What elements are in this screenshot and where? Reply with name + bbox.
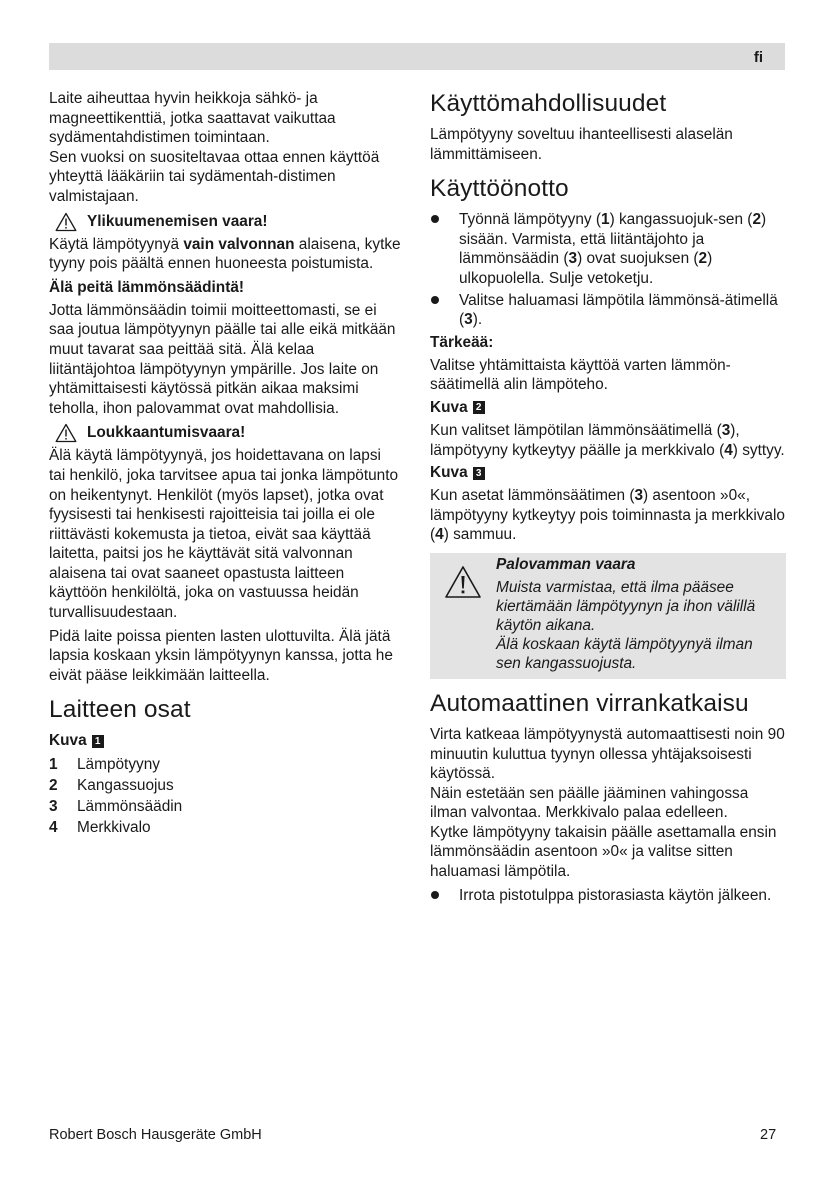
cover-warning-text: Jotta lämmönsäädin toimii moitteettomasti, se ei saa joutua lämpötyynyn päälle tai alle eikä mitkään muut tavarat saa peittää sitä. Älä kelaa liitäntäjohtoa lämpötyynyn ympärille. Jos laite on yhtämittaisesti käytössä pitkän aikaa maksimi teholla, ihon palovammat ovat mahdollisia. [49,301,396,417]
injury-warning-text: Älä käytä lämpötyynyä, jos hoidettavana on lapsi tai henkilö, joka tarvitsee apua tai jonka lämpötunto on heikentynyt. Henkilöt (myös lapset), jotka ovat fyysisesti tai henkisesti rajoitteisia tai joilla ei ole riittävästi kokemusta ja tietoa, eivät saa käyttää laitetta, paitsi jos he käyttävät sitä valvonnan alaisena tai ovat saaneet opastusta laitteen käyttöön henkilöltä, joka on vastuussa heidän turvallisuudestaan. [49,447,399,622]
burn-warning-title: Palovamman vaara [496,555,636,573]
burn-warning-text: Muista varmistaa, että ilma pääsee kiertämään lämpötyynyn ja ihon välillä käytön aikana. [496,578,756,634]
left-column [49,89,401,838]
warning-triangle-icon [55,423,77,443]
right-column [430,89,786,907]
parts-figure-reference: Kuva 1 [49,731,401,751]
list-item: 4 Merkkivalo [49,819,151,837]
auto-off-text-3: Kytke lämpötyyny takaisin päälle asettamalla ensin lämmönsäädin asentoon »0« ja valitse sitten haluamasi lämpötila. [430,823,777,881]
figure-2-text: Kun valitset lämpötilan lämmönsäätimellä (3), lämpötyyny kytkeytyy päälle ja merkkivalo (4) syttyy. [430,421,785,459]
auto-off-heading: Automaattinen virrankatkaisu [430,689,749,717]
list-item: 1 Lämpötyyny [49,756,160,774]
overheat-warning-text: Käytä lämpötyynyä vain valvonnan alaisena, kytke tyyny pois päältä ennen huoneesta poistumista. [49,235,401,273]
cover-warning-title: Älä peitä lämmönsäädintä! [49,278,244,296]
figure-number-badge: 3 [473,467,485,480]
startup-heading: Käyttöönotto [430,175,569,203]
intro-paragraph-2: Sen vuoksi on suositeltavaa ottaa ennen käyttöä yhteyttä lääkäriin tai sydämentah-distimen valmistajaan. [49,148,380,205]
uses-text: Lämpötyyny soveltuu ihanteellisesti alaselän lämmittämiseen. [430,126,733,163]
auto-off-text-1: Virta katkeaa lämpötyynystä automaattisesti noin 90 minuutin kuluttua tyynyn ollessa yhtäjaksoisesti käytössä. [430,725,785,783]
figure-number-badge: 1 [92,735,104,748]
footer-page-number: 27 [760,1127,777,1143]
list-item: 2 Kangassuojus [49,777,174,795]
injury-warning-title: Loukkaantumisvaara! [87,424,246,442]
bullet-icon [430,886,459,906]
figure-3-reference: Kuva 3 [430,463,786,483]
list-item: Valitse haluamasi lämpötila lämmönsä-ätimellä (3). [430,291,786,330]
figure-number-badge: 2 [473,401,485,414]
injury-warning-heading [49,423,401,443]
language-code: fi [753,49,763,66]
overheat-warning-title: Ylikuumenemisen vaara! [87,212,268,230]
figure-2-reference: Kuva 2 [430,398,786,418]
bullet-icon [430,210,459,288]
auto-off-text-2: Näin estetään sen päälle jääminen vahingossa ilman valvontaa. Merkkivalo palaa edelleen. [430,784,749,822]
burn-warning-text-2: Älä koskaan käytä lämpötyynyä ilman sen kangassuojusta. [496,635,753,672]
important-text: Valitse yhtämittaista käyttöä varten lämmön-säätimellä alin lämpöteho. [430,356,731,394]
header-bar [49,43,785,70]
figure-3-text: Kun asetat lämmönsäätimen (3) asentoon »0«, lämpötyyny kytkeytyy pois toiminnasta ja merkkivalo (4) sammuu. [430,487,785,544]
uses-heading: Käyttömahdollisuudet [430,90,667,117]
startup-steps [430,210,786,330]
intro-paragraph-1: Laite aiheuttaa hyvin heikkoja sähkö- ja magneettikenttiä, jotka saattavat vaikuttaa sydämentahdistimen toimintaan. [49,90,336,147]
list-item: Työnnä lämpötyyny (1) kangassuojuk-sen (2) sisään. Varmista, että liitäntäjohto ja lämmönsäädin (3) ovat suojuksen (2) ulkopuolella. Sulje vetoketju. [430,210,786,288]
children-warning-text: Pidä laite poissa pienten lasten ulottuvilta. Älä jätä lapsia koskaan yksin lämpötyynyn kanssa, jotta he eivät pääse leikkimään laitteella. [49,627,393,684]
burn-warning-box [430,553,786,679]
parts-heading: Laitteen osat [49,696,191,724]
warning-triangle-icon [55,212,77,232]
footer-company: Robert Bosch Hausgeräte GmbH [49,1127,262,1143]
warning-triangle-icon [444,565,482,599]
bullet-icon [430,291,459,330]
important-title: Tärkeää: [430,333,494,351]
overheat-warning-heading [49,212,401,232]
auto-off-steps [430,886,786,906]
list-item: Irrota pistotulppa pistorasiasta käytön jälkeen. [430,886,786,906]
parts-list [49,754,401,838]
list-item: 3 Lämmönsäädin [49,798,183,816]
